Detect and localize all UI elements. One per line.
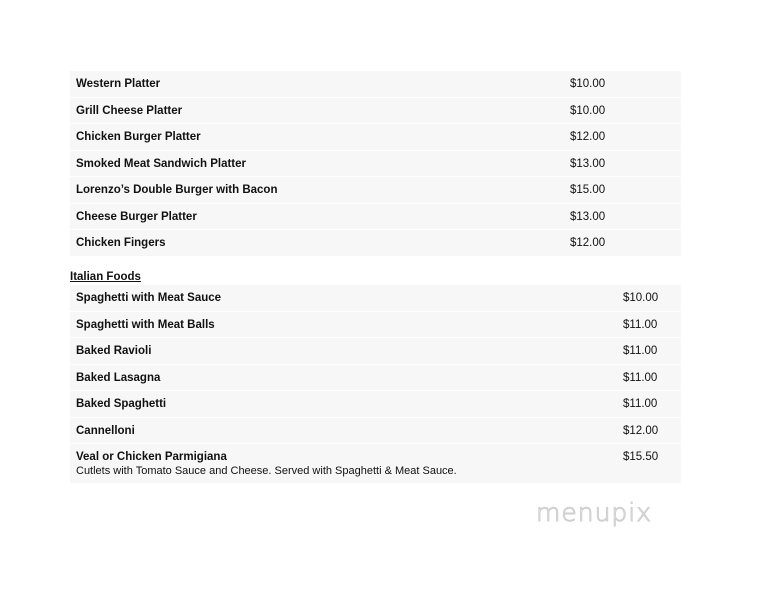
menu-item-row [70, 391, 681, 418]
menu-item-name: Smoked Meat Sandwich Platter [76, 157, 246, 170]
menu-item-row [70, 312, 681, 339]
menu-item-name: Veal or Chicken Parmigiana [76, 451, 227, 463]
menu-item-row [70, 98, 681, 125]
menu-item-name: Baked Spaghetti [76, 398, 167, 410]
menu-item-price: $10.00 [570, 104, 606, 117]
menu-item-name: Lorenzo’s Double Burger with Bacon [76, 184, 278, 196]
menu-item-name: Chicken Fingers [76, 237, 166, 249]
menu-item-row [70, 71, 681, 98]
menu-item-price: $13.00 [570, 157, 606, 170]
menu-item-row [70, 204, 681, 231]
italian-foods-table [70, 285, 681, 484]
menu-item-name: Baked Ravioli [76, 345, 152, 357]
menu-item-price: $11.00 [623, 398, 658, 410]
menu-item-name: Grill Cheese Platter [76, 104, 183, 117]
menu-item-price: $12.00 [570, 131, 606, 143]
menu-item-row [70, 365, 681, 392]
menu-item-price: $10.00 [570, 78, 606, 90]
menu-item-row [70, 418, 681, 445]
menu-item-name: Chicken Burger Platter [76, 131, 201, 143]
menu-item-row [70, 124, 681, 151]
menu-item-price: $11.00 [623, 345, 658, 357]
menu-item-name: Baked Lasagna [76, 371, 161, 384]
menu-item-row [70, 444, 681, 484]
menu-item-price: $12.00 [623, 424, 659, 437]
menu-item-row [70, 151, 681, 178]
menu-item-name: Cheese Burger Platter [76, 210, 197, 223]
menu-item-row [70, 338, 681, 365]
menu-item-row [70, 230, 681, 257]
menu-item-price: $15.50 [623, 451, 659, 463]
menu-item-price: $11.00 [623, 371, 658, 384]
menu-item-row [70, 177, 681, 204]
menu-item-name: Cannelloni [76, 424, 135, 437]
menu-item-price: $12.00 [570, 237, 606, 249]
menu-item-price: $11.00 [623, 318, 658, 331]
menu-item-name: Western Platter [76, 78, 161, 90]
menu-item-row [70, 285, 681, 312]
menu-item-name: Spaghetti with Meat Sauce [76, 292, 222, 304]
menu-item-price: $10.00 [623, 292, 659, 304]
platters-table [70, 71, 681, 257]
section-heading-italian: Italian Foods [70, 271, 141, 283]
menu-item-description: Cutlets with Tomato Sauce and Cheese. Served with Spaghetti & Meat Sauce. [76, 465, 457, 477]
menu-item-price: $13.00 [570, 210, 606, 223]
menu-item-price: $15.00 [570, 184, 606, 196]
menu-item-name: Spaghetti with Meat Balls [76, 318, 215, 331]
menupix-watermark: menupix [536, 498, 653, 527]
